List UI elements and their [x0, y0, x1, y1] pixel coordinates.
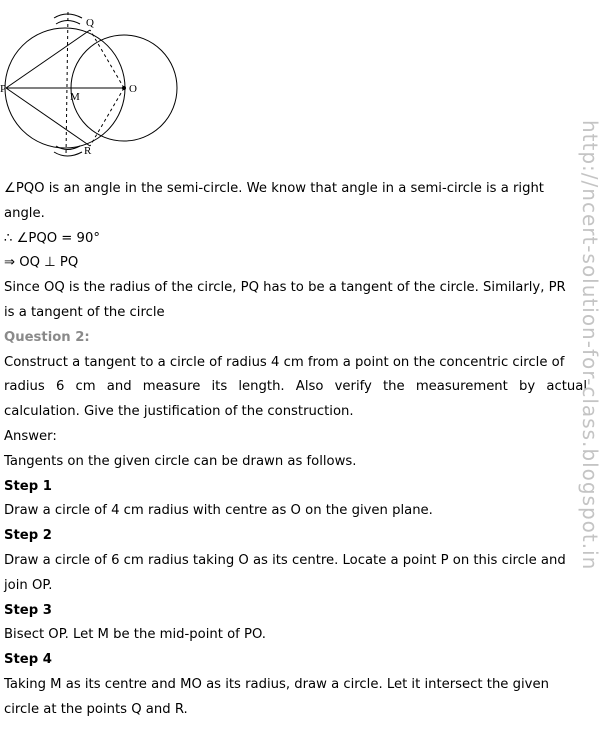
- text-line: calculation. Give the justification of the construction.: [4, 404, 354, 420]
- text-line: Answer:: [4, 429, 57, 444]
- text-line: Draw a circle of 6 cm radius taking O as its centre. Locate a point P on this circle and: [4, 553, 566, 568]
- question-heading: Question 2:: [4, 329, 90, 345]
- text-line: ∠PQO is an angle in the semi-circle. We know that angle in a semi-circle is a right: [4, 181, 544, 196]
- text-line: Draw a circle of 4 cm radius with centre as O on the given plane.: [4, 503, 433, 519]
- watermark: http://ncert-solution-for-class.blogspot.in: [578, 120, 602, 571]
- step-heading: Step 1: [4, 478, 52, 494]
- text-line: circle at the points Q and R.: [4, 701, 188, 717]
- radius-oq: [90, 30, 124, 88]
- perpendicular-bisector: [66, 12, 68, 156]
- step-heading: Step 2: [4, 528, 52, 544]
- construction-figure: [0, 8, 190, 158]
- arc-bottom: [54, 152, 82, 156]
- label-p: P: [0, 83, 7, 95]
- text-line: radius 6 cm and measure its length. Also verify the measurement by actual: [4, 379, 587, 395]
- text-line: ∴ ∠PQO = 90°: [4, 230, 100, 246]
- step-heading: Step 3: [4, 602, 52, 618]
- tangent-pq: [6, 30, 90, 88]
- text-line: Taking M as its centre and MO as its radius, draw a circle. Let it intersect the given: [4, 677, 549, 692]
- arc-top-inner: [56, 21, 80, 25]
- text-line: join OP.: [4, 577, 53, 593]
- text-line: angle.: [4, 205, 45, 221]
- text-line: ⇒ OQ ⊥ PQ: [4, 255, 79, 271]
- label-o: O: [129, 83, 137, 95]
- label-q: Q: [86, 17, 94, 29]
- step-heading: Step 4: [4, 652, 52, 668]
- label-m: M: [70, 91, 80, 103]
- text-line: Tangents on the given circle can be drawn as follows.: [4, 453, 357, 469]
- label-r: R: [84, 145, 92, 157]
- text-line: Bisect OP. Let M be the mid-point of PO.: [4, 627, 266, 643]
- text-line: is a tangent of the circle: [4, 305, 165, 320]
- point-o: [122, 86, 126, 90]
- radius-or: [90, 88, 124, 146]
- text-line: Since OQ is the radius of the circle, PQ has to be a tangent of the circle. Similarly, PR: [4, 280, 566, 296]
- text-line: Construct a tangent to a circle of radius 4 cm from a point on the concentric circle of: [4, 354, 565, 370]
